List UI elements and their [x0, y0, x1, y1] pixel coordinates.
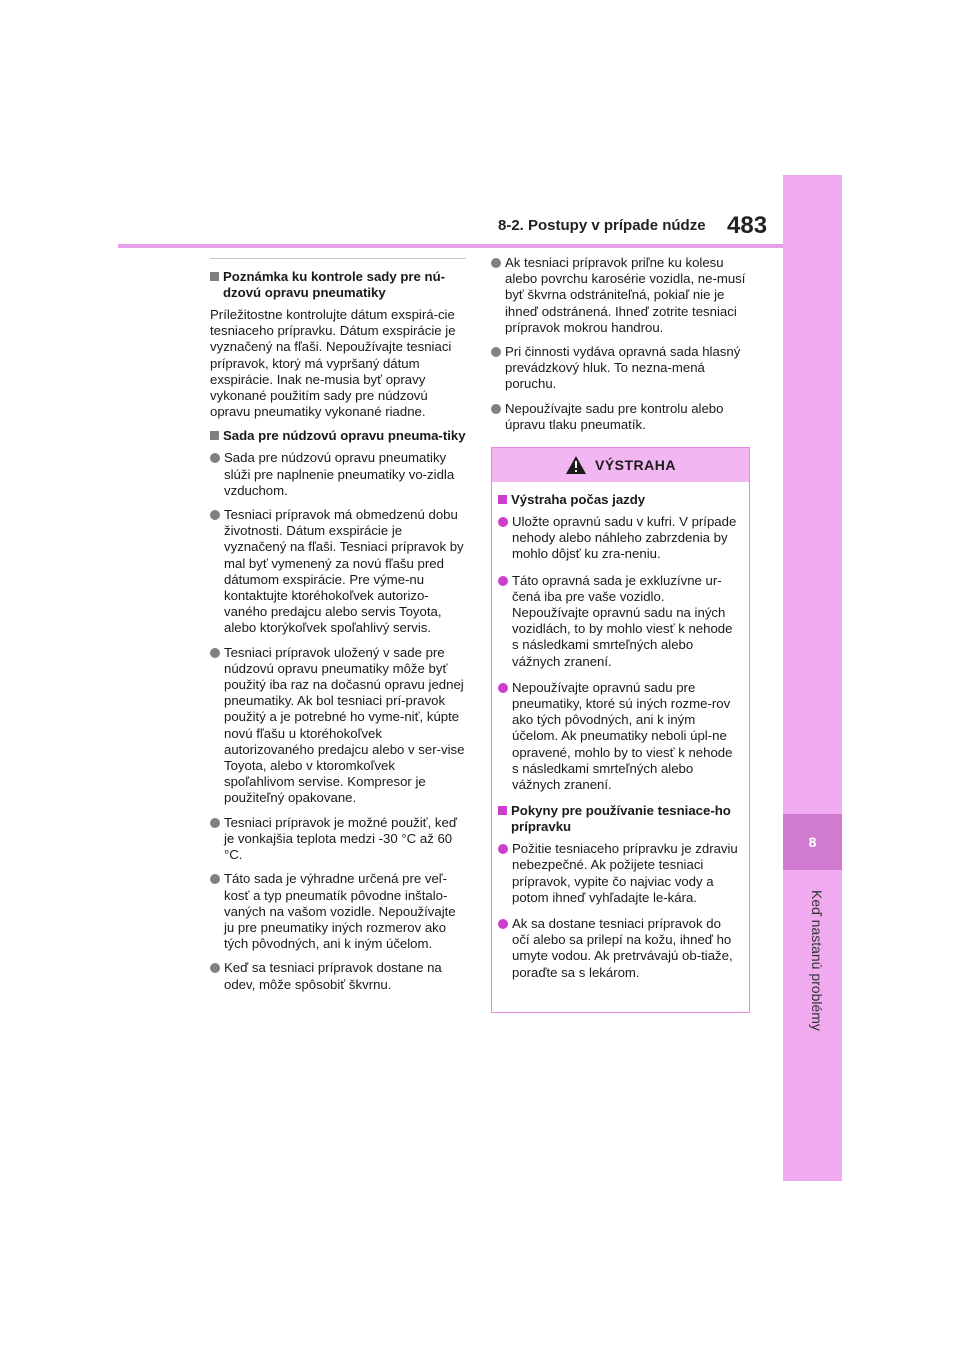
list-item-text: Nepoužívajte opravnú sadu pre pneumatiky, ktoré sú iných rozme-rov ako tých pôvodných, ani k iným účelom. Ak pneumatiky neboli úpl-ne opravené, mohlo by to viesť k nehode s následkami smrteľných alebo vážnych zranení. — [512, 679, 733, 793]
round-bullet-icon — [491, 404, 501, 414]
list-item-text: Sada pre núdzovú opravu pneumatiky slúži pre naplnenie pneumatiky vo-zidla vzduchom. — [224, 450, 455, 498]
round-bullet-icon — [210, 648, 220, 658]
list-item — [210, 871, 466, 952]
round-bullet-icon — [210, 874, 220, 884]
round-bullet-icon — [210, 510, 220, 520]
list-item-text: Keď sa tesniaci prípravok dostane na odev, môže spôsobiť škvrnu. — [224, 960, 442, 992]
round-bullet-icon — [498, 576, 508, 586]
list-item-text: Tesniaci prípravok uložený v sade pre núdzovú opravu pneumatiky môže byť použitý iba raz na dočasnú opravu jednej pneumatiky. Ak bol tesniaci prí-pravok použitý a je potrebné ho vyme-niť, kúpte novú fľašu u ktoréhokoľvek autorizovaného predajcu alebo v ser-vise Toyota, alebo v ktoromkoľvek spoľahlivom servise. Kompresor je použiteľný opakovane. — [224, 644, 465, 806]
list-item — [210, 645, 466, 807]
list-item-text: Ak sa dostane tesniaci prípravok do očí alebo sa prilepí na kožu, ihneď ho umyte vodou. Ak pretrvávajú ob-tiaže, poraďte sa s lekárom. — [512, 916, 733, 980]
list-item-text: Uložte opravnú sadu v kufri. V prípade nehody alebo náhleho zabrzdenia by mohlo dôjsť ku zra-neniu. — [512, 514, 737, 562]
section-heading — [210, 269, 466, 301]
list-item — [210, 815, 466, 864]
section-title: 8-2. Postupy v prípade núdze — [498, 217, 706, 234]
warning-body — [492, 482, 749, 981]
right-column — [491, 255, 753, 441]
square-bullet-icon — [498, 806, 507, 815]
left-column — [210, 258, 466, 1001]
list-item — [210, 450, 466, 499]
chapter-label: Keď nastanú problémy — [809, 889, 825, 1031]
heading-text: Výstraha počas jazdy — [511, 492, 646, 507]
paragraph: Príležitostne kontrolujte dátum exspirá-cie tesniaceho prípravku. Dátum exspirácie je vyznačený na fľaši. Nepoužívajte tesniaci prípravok, ktorý má vypršaný dátum exspirácie. Inak ne-musia byť opravy vykonané použitím sady pre núdzovú opravu pneumatiky vykonané riadne. — [210, 307, 456, 420]
heading-text: Poznámka ku kontrole sady pre nú-dzovú opravu pneumatiky — [223, 269, 446, 300]
round-bullet-icon — [210, 453, 220, 463]
round-bullet-icon — [210, 963, 220, 973]
chapter-number: 8 — [783, 814, 842, 870]
list-item-text: Táto opravná sada je exkluzívne ur-čená iba pre vaše vozidlo. Nepoužívajte opravnú sadu na iných vozidlách, to by mohlo viesť k nehode s následkami smrteľných alebo vážnych zranení. — [512, 572, 733, 669]
section-heading — [498, 803, 739, 835]
list-item — [498, 573, 739, 670]
list-item — [491, 401, 753, 433]
list-item — [491, 344, 753, 393]
square-bullet-icon — [498, 495, 507, 504]
list-item-text: Ak tesniaci prípravok priľne ku kolesu alebo povrchu karosérie vozidla, ne-musí byť škvrna odstrániteľná, pokiaľ nie je ihneď odstránená. Ihneď zotrite tesniaci prípravok mokrou handrou. — [505, 255, 746, 335]
warning-title: VÝSTRAHA — [594, 457, 676, 473]
divider — [210, 258, 466, 259]
list-item-text: Tesniaci prípravok je možné použiť, keď je vonkajšia teplota medzi -30 °C až 60 °C. — [224, 814, 457, 863]
square-bullet-icon — [210, 431, 219, 440]
list-item-text: Táto sada je výhradne určená pre veľ-kosť a typ pneumatík pôvodne inštalo-vaných na vašom vozidle. Nepoužívajte ju pre pneumatiky iných rozmerov ako tých pôvodných, ani k iným účelom. — [224, 871, 456, 952]
round-bullet-icon — [491, 258, 501, 268]
warning-triangle-icon — [565, 455, 587, 475]
header-rule — [118, 244, 783, 248]
heading-text: Pokyny pre používanie tesniace-ho prípravku — [511, 803, 731, 835]
round-bullet-icon — [491, 347, 501, 357]
round-bullet-icon — [210, 818, 220, 828]
page-number: 483 — [727, 212, 768, 239]
list-item — [498, 916, 739, 981]
list-item-text: Nepoužívajte sadu pre kontrolu alebo úpravu tlaku pneumatík. — [505, 400, 724, 432]
round-bullet-icon — [498, 517, 508, 527]
round-bullet-icon — [498, 683, 508, 693]
list-item — [210, 960, 466, 992]
list-item — [491, 255, 753, 336]
heading-text: Sada pre núdzovú opravu pneuma-tiky — [223, 428, 466, 444]
round-bullet-icon — [498, 919, 508, 929]
warning-box — [491, 447, 750, 1013]
list-item-text: Pri činnosti vydáva opravná sada hlasný prevádzkový hluk. To nezna-mená poruchu. — [505, 344, 741, 392]
list-item — [498, 841, 739, 906]
list-item — [210, 507, 466, 637]
list-item — [498, 514, 739, 563]
list-item-text: Požitie tesniaceho prípravku je zdraviu nebezpečné. Ak požijete tesniaci prípravok, vypite čo najviac vody a potom ihneď vyhľadajte le-kára. — [512, 841, 738, 905]
list-item-text: Tesniaci prípravok má obmedzenú dobu životnosti. Dátum exspirácie je vyznačený na fľaši. Tesniaci prípravok by mal byť vymenený za novú fľašu pred dátumom exspirácie. Pre výme-nu kontaktujte ktoréhokoľvek autorizo-vaného predajcu alebo servis Toyota, alebo ktorýkoľvek spoľahlivý servis. — [224, 507, 464, 636]
square-bullet-icon — [210, 272, 219, 281]
list-item — [498, 680, 739, 793]
warning-header — [492, 448, 749, 482]
section-heading — [498, 492, 739, 508]
round-bullet-icon — [498, 844, 508, 854]
section-heading — [210, 428, 466, 444]
